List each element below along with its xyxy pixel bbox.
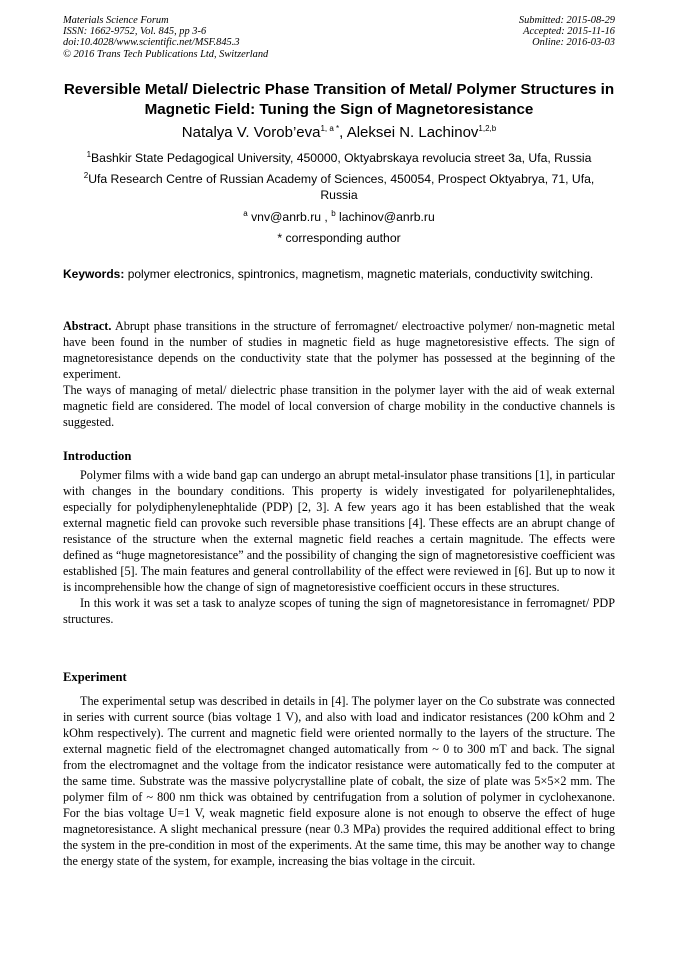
journal-doi: doi:10.4028/www.scientific.net/MSF.845.3 xyxy=(63,37,240,49)
email-superscript: b xyxy=(331,208,336,218)
experiment-body xyxy=(63,693,615,869)
affiliation-2 xyxy=(63,171,615,203)
affiliation-text: Ufa Research Centre of Russian Academy of Sciences, 450054, Prospect Oktyabrya, 71, Ufa, Russia xyxy=(88,172,595,202)
abstract-paragraph xyxy=(63,318,615,382)
email-line xyxy=(63,209,615,225)
section-heading-experiment: Experiment xyxy=(63,670,127,684)
journal-header-left xyxy=(63,15,268,60)
online-date: Online: 2016-03-03 xyxy=(532,37,615,49)
journal-name: Materials Science Forum xyxy=(63,15,169,26)
copyright-line: © 2016 Trans Tech Publications Ltd, Switzerland xyxy=(63,48,269,60)
author-line xyxy=(63,124,615,141)
experiment-paragraph: The experimental setup was described in details in [4]. The polymer layer on the Co substrate was connected in series with current source (bias voltage 1 V), and also with load and indicator resistances (200 kOhm and 2 kOhm respectively). The current and magnetic field were oriented normally to the layers of the structure. The external magnetic field of the electromagnet changed automatically from ~ 0 to 300 mT and back. The signal from the electromagnet and the voltage from the indicator resistance were automatically fed to the computer at the same time. Substrate was the massive polycrystalline plate of cobalt, the size of plate was 5×5×2 mm. The polymer film of ~ 800 nm thick was obtained by centrifugation from a solution of polymer in cyclohexanone. For the bias voltage U=1 V, weak magnetic field exposure alone is not enough to observe the effect of huge magnetoresistance. A slight mechanical pressure (near 0.3 MPa) provides the required additional effect to bring the system in the pre-condition in most of the experiments. At the same time, this may be another way to change the energy state of the system, for example, increasing the bias voltage in the circuit. xyxy=(63,694,615,868)
affiliation-text: Bashkir State Pedagogical University, 450000, Oktyabrskaya revolucia street 3a, Ufa, Russia xyxy=(91,151,592,165)
introduction-body xyxy=(63,467,615,627)
keywords-label: Keywords: xyxy=(63,267,125,281)
email-link[interactable]: vnv@anrb.ru , xyxy=(251,210,328,224)
journal-issn: ISSN: 1662-9752, Vol. 845, pp 3-6 xyxy=(63,26,207,38)
affiliation-superscript: 1 xyxy=(86,149,92,159)
abstract-label: Abstract. xyxy=(63,319,112,333)
author-superscript: 1,2,b xyxy=(478,124,497,133)
section-heading-introduction: Introduction xyxy=(63,449,132,463)
affiliation-1 xyxy=(63,150,615,166)
introduction-paragraph: Polymer films with a wide band gap can undergo an abrupt metal-insulator phase transitions [1], in particular with changes in the boundary conditions. This property is widely investigated for polyarilenephtalides, especially for polydiphenylenephtalide (PDP) [2, 3]. A few years ago it has been established that the weak external magnetic field can provoke such reversible phase transitions [4]. These effects are an abrupt change of resistance of the structure when the external magnetic field reaches a certain magnitude. The effects were defined as “huge magnetoresistance” and the possibility of changing the sign of magnetoresistive coefficient was established [5]. The main features and general controllability of the effect were reviewed in [6]. But up to now it is incomprehensible how the change of sign of magnetoresistive coefficient occurs in these structures. xyxy=(63,468,615,594)
author-superscript: 1, a * xyxy=(320,124,340,133)
affiliation-superscript: 2 xyxy=(83,170,89,180)
email-superscript: a xyxy=(243,208,248,218)
journal-header-right xyxy=(519,15,615,49)
author-name: Natalya V. Vorob’eva xyxy=(181,124,321,141)
abstract-block xyxy=(63,318,615,430)
abstract-paragraph: The ways of managing of metal/ dielectric phase transition in the polymer layer with the aid of weak external magnetic field are considered. The model of local conversion of charge mobility in the conductive channels is suggested. xyxy=(63,383,615,429)
keywords-text: polymer electronics, spintronics, magnetism, magnetic materials, conductivity switching. xyxy=(127,267,594,281)
corresponding-author-note: * corresponding author xyxy=(277,231,401,245)
abstract-text: Abrupt phase transitions in the structure of ferromagnet/ electroactive polymer/ non-magnetic metal have been found in the number of studies in magnetic field as huge magnetoresistive effects. The sign of magnetoresistance depends on the conductivity state that the polymer has possessed at the beginning of the experiment. xyxy=(63,319,615,381)
keywords-block xyxy=(63,266,615,282)
accepted-date: Accepted: 2015-11-16 xyxy=(523,26,615,38)
submitted-date: Submitted: 2015-08-29 xyxy=(518,15,615,26)
paper-title: Reversible Metal/ Dielectric Phase Transition of Metal/ Polymer Structures in Magnetic Field: Tuning the Sign of Magnetoresistance xyxy=(63,81,615,118)
email-link[interactable]: lachinov@anrb.ru xyxy=(339,210,435,224)
author-name: Aleksei N. Lachinov xyxy=(346,124,479,141)
introduction-paragraph: In this work it was set a task to analyze scopes of tuning the sign of magnetoresistance in ferromagnet/ PDP structures. xyxy=(63,596,615,626)
author-separator: , xyxy=(339,124,347,141)
